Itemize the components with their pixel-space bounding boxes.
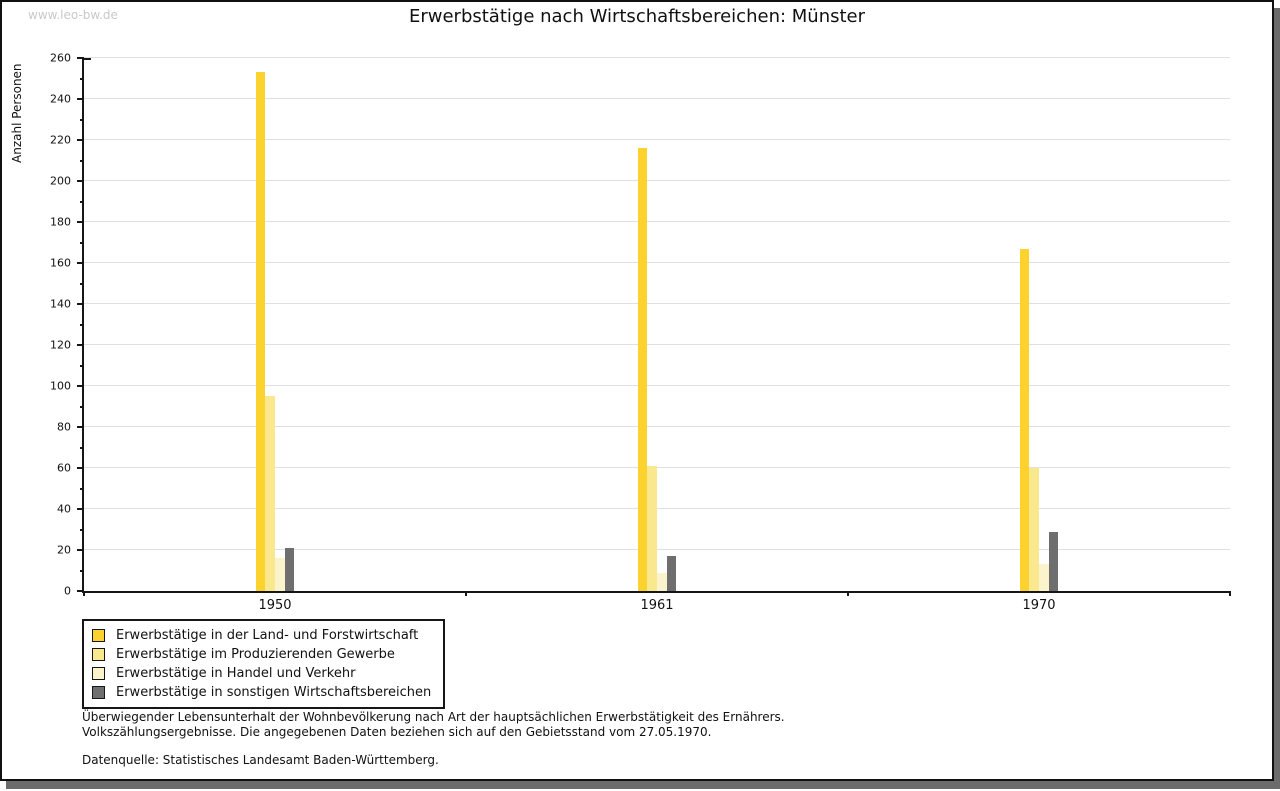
legend-row — [92, 664, 431, 683]
y-tick-label: 120 — [50, 338, 71, 352]
bar-1970-erwerbst-tige-im-produzierenden-gewerbe — [1029, 468, 1039, 591]
y-tick-label: 220 — [50, 133, 71, 147]
y-tick-label: 100 — [50, 379, 71, 393]
y-tick — [77, 549, 84, 551]
legend-swatch — [92, 667, 105, 680]
legend-row — [92, 626, 431, 645]
y-tick — [77, 385, 84, 387]
y-tick — [77, 467, 84, 469]
bar-1961-erwerbst-tige-in-sonstigen-wirtschaftsbereichen — [667, 556, 677, 591]
legend-swatch — [92, 686, 105, 699]
legend-label: Erwerbstätige in Handel und Verkehr — [116, 666, 356, 681]
legend-row — [92, 683, 431, 702]
y-tick — [77, 508, 84, 510]
y-tick — [77, 262, 84, 264]
legend-row — [92, 645, 431, 664]
x-category-label: 1950 — [258, 598, 292, 613]
y-tick — [77, 426, 84, 428]
data-source: Datenquelle: Statistisches Landesamt Baden-Württemberg. — [82, 753, 439, 767]
y-tick-label: 200 — [50, 174, 71, 188]
legend-label: Erwerbstätige in der Land- und Forstwirtschaft — [116, 628, 419, 643]
bar-1970-erwerbst-tige-in-sonstigen-wirtschaftsbereichen — [1049, 532, 1059, 591]
x-axis-tick — [83, 591, 85, 596]
footnotes — [82, 710, 785, 768]
bar-1950-erwerbst-tige-in-der-land-und-forstwirtschaft — [256, 72, 266, 591]
bar-1950-erwerbst-tige-in-sonstigen-wirtschaftsbereichen — [285, 548, 295, 591]
y-tick-label: 20 — [57, 543, 71, 557]
y-tick-label: 80 — [57, 420, 71, 434]
y-tick — [77, 303, 84, 305]
bar-1950-erwerbst-tige-im-produzierenden-gewerbe — [265, 396, 275, 591]
bar-1961-erwerbst-tige-in-der-land-und-forstwirtschaft — [638, 148, 648, 591]
y-tick-label: 160 — [50, 256, 71, 270]
bar-group — [848, 58, 1230, 591]
y-tick — [77, 221, 84, 223]
bar-group — [84, 58, 466, 591]
watermark: www.leo-bw.de — [28, 8, 118, 22]
y-tick-label: 180 — [50, 215, 71, 229]
legend — [82, 619, 445, 709]
y-tick — [77, 180, 84, 182]
x-axis-tick — [1229, 591, 1231, 596]
bar-1961-erwerbst-tige-in-handel-und-verkehr — [657, 573, 667, 591]
y-tick-label: 60 — [57, 461, 71, 475]
legend-label: Erwerbstätige in sonstigen Wirtschaftsbereichen — [116, 685, 432, 700]
y-tick — [77, 344, 84, 346]
y-tick-label: 40 — [57, 502, 71, 516]
bar-1961-erwerbst-tige-im-produzierenden-gewerbe — [647, 466, 657, 591]
bar-group — [466, 58, 848, 591]
plot-area — [50, 51, 1230, 613]
x-category-label: 1961 — [640, 598, 674, 613]
y-axis-label: Anzahl Personen — [10, 63, 24, 163]
y-tick-label: 0 — [64, 584, 71, 598]
legend-swatch — [92, 629, 105, 642]
bar-1970-erwerbst-tige-in-handel-und-verkehr — [1039, 564, 1049, 591]
x-axis-tick — [465, 591, 467, 596]
y-tick-label: 140 — [50, 297, 71, 311]
x-axis-tick — [847, 591, 849, 596]
y-tick-label: 260 — [50, 51, 71, 65]
chart-title: Erwerbstätige nach Wirtschaftsbereichen: Münster — [408, 6, 866, 27]
bar-1950-erwerbst-tige-in-handel-und-verkehr — [275, 558, 285, 591]
legend-swatch — [92, 648, 105, 661]
legend-label: Erwerbstätige im Produzierenden Gewerbe — [116, 647, 395, 662]
y-tick — [77, 57, 84, 59]
bar-1970-erwerbst-tige-in-der-land-und-forstwirtschaft — [1020, 249, 1030, 591]
y-tick — [77, 139, 84, 141]
footnote-line: Volkszählungsergebnisse. Die angegebenen Daten beziehen sich auf den Gebietsstand vom 27.05.1970. — [82, 725, 712, 739]
y-tick — [77, 98, 84, 100]
y-tick-label: 240 — [50, 92, 71, 106]
x-category-label: 1970 — [1022, 598, 1056, 613]
footnote-line: Überwiegender Lebensunterhalt der Wohnbevölkerung nach Art der hauptsächlichen Erwerbstätigkeit des Ernährers. — [82, 710, 785, 724]
